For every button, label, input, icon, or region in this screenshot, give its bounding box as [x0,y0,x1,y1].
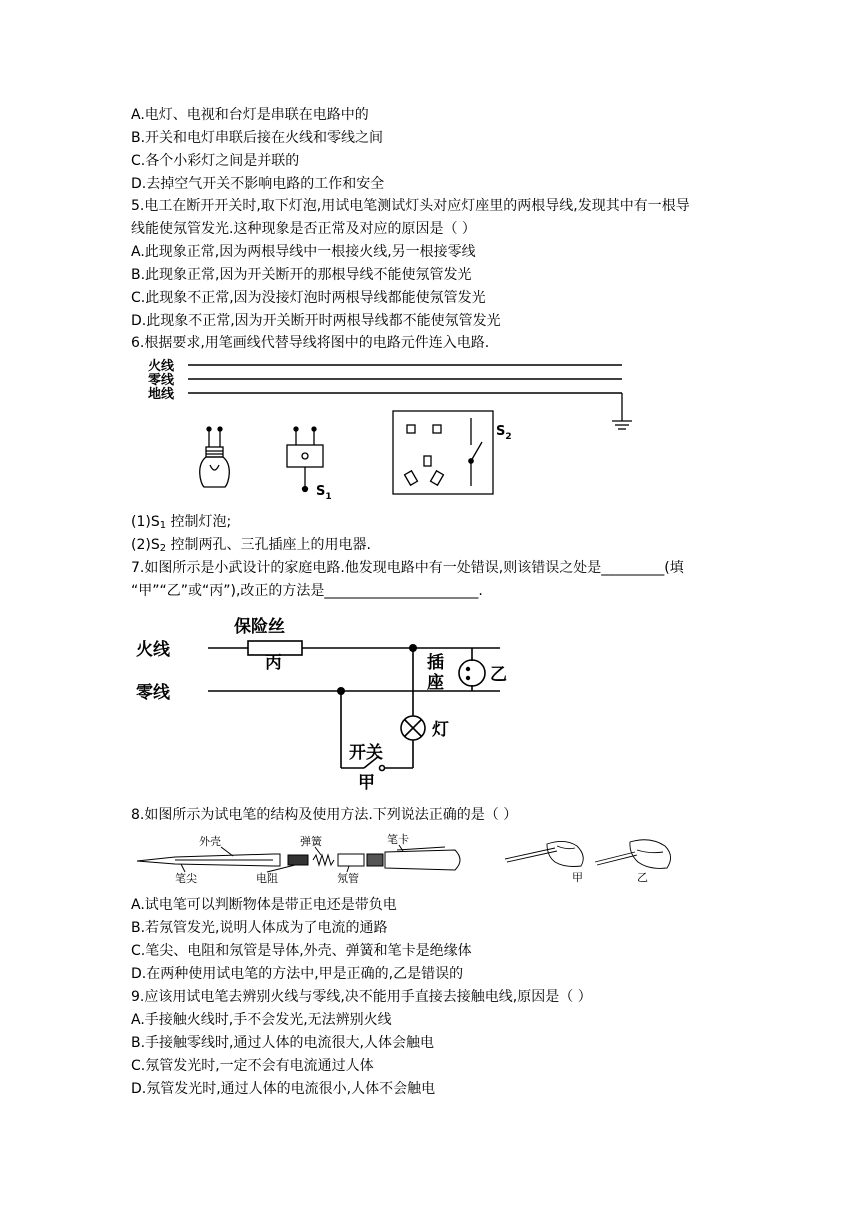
q9-option-a: A.手接触火线时,手不会发光,无法辨别火线 [131,1012,392,1028]
live-junction-dot [409,644,417,652]
q9-option-d: D.氖管发光时,通过人体的电流很小,人体不会触电 [131,1081,436,1097]
clip-label: 笔卡 [387,833,409,846]
q9-stem: 9.应该用试电笔去辨别火线与零线,决不能用手直接去接触电线,原因是（ ） [131,989,592,1005]
q6-live-label: 火线 [148,359,175,374]
q7-circuit-figure [130,605,550,795]
q6-figure [140,355,640,505]
switch-contact [380,766,385,771]
tip-leader [181,864,185,872]
q7-stem-line1: 7.如图所示是小武设计的家庭电路.他发现电路中有一处错误,则该错误之处是_________(填 [131,560,684,576]
fuse-label: 保险丝 [234,617,285,637]
q5-stem-line2: 线能使氖管发光.这种现象是否正常及对应的原因是（ ） [131,221,476,237]
q4-option-a: A.电灯、电视和台灯是串联在电路中的 [131,107,369,123]
tip-label: 笔尖 [175,872,197,885]
neutral-junction-dot [337,687,345,695]
q5-option-d: D.此现象不正常,因为开关断开时两根导线都不能使氖管发光 [131,313,501,329]
q8-option-c: C.笔尖、电阻和氖管是导体,外壳、弹簧和笔卡是绝缘体 [131,943,472,959]
spring-leader [315,847,321,855]
q6-neutral-label: 零线 [148,373,175,388]
s2-label: $S_2$ [496,424,512,442]
q7-neutral-label: 零线 [136,683,170,703]
q6-requirement-2: $(2)S_2$ 控制两孔、三孔插座上的用电器. [131,537,371,554]
q8-option-d: D.在两种使用试电笔的方法中,甲是正确的,乙是错误的 [131,966,464,982]
usage-yi-label: 乙 [637,871,648,884]
q5-stem-line1: 5.电工在断开开关时,取下灯泡,用试电笔测试灯头对应灯座里的两根导线,发现其中有一根导 [131,198,690,214]
pen-clip [397,847,445,850]
pen-connector [367,854,383,866]
q9-option-b: B.手接触零线时,通过人体的电流很大,人体会触电 [131,1035,434,1051]
switch-label: 开关 [349,743,383,763]
q8-option-a: A.试电笔可以判断物体是带正电还是带负电 [131,897,397,913]
q7-stem-line2: “甲”“乙”或“丙”),改正的方法是______________________. [131,583,483,599]
light-bulb-icon [200,427,230,487]
usage-yi-hand-icon [595,840,671,869]
ground-symbol-icon [612,393,632,429]
socket-symbol [459,660,485,686]
s1-label: $S_1$ [316,484,332,502]
socket-hole-1 [466,667,470,671]
q9-option-c: C.氖管发光时,一定不会有电流通过人体 [131,1058,374,1074]
q4-option-b: B.开关和电灯串联后接在火线和零线之间 [131,130,384,146]
shell-leader [221,847,233,856]
jia-label: 甲 [358,773,375,793]
q7-live-label: 火线 [136,640,170,660]
resistor-label: 电阻 [256,872,278,885]
usage-jia-hand-icon [505,841,583,866]
neon-label: 氖管 [337,872,359,885]
usage-jia-label: 甲 [572,871,583,884]
q5-option-b: B.此现象正常,因为开关断开的那根导线不能使氖管发光 [131,267,472,283]
q5-option-a: A.此现象正常,因为两根导线中一根接火线,另一根接零线 [131,244,476,260]
pen-spring-coil [313,855,334,865]
shell-label: 外壳 [199,835,221,848]
q6-ground-label: 地线 [148,387,175,402]
socket-label-2: 座 [427,673,444,693]
socket-panel-s2 [393,411,493,494]
q5-option-c: C.此现象不正常,因为没接灯泡时两根导线都能使氖管发光 [131,290,486,306]
pen-cap [385,850,460,870]
q8-option-b: B.若氖管发光,说明人体成为了电流的通路 [131,920,388,936]
switch-s1-icon [287,427,323,492]
q8-test-pen-figure [135,832,695,888]
lamp-label: 灯 [432,720,449,740]
pen-neon-tube [338,854,364,866]
pen-resistor [288,855,308,865]
q4-option-c: C.各个小彩灯之间是并联的 [131,153,300,169]
q8-stem: 8.如图所示为试电笔的结构及使用方法.下列说法正确的是（ ） [131,807,518,823]
q6-requirement-1: $(1)S_1$ 控制灯泡; [131,514,232,531]
q6-stem: 6.根据要求,用笔画线代替导线将图中的电路元件连入电路. [131,335,490,351]
socket-hole-2 [466,676,470,680]
socket-label-1: 插 [427,653,444,673]
spring-label: 弹簧 [300,835,322,848]
yi-label: 乙 [490,665,507,685]
q4-option-d: D.去掉空气开关不影响电路的工作和安全 [131,176,385,192]
bing-label: 丙 [265,653,282,673]
